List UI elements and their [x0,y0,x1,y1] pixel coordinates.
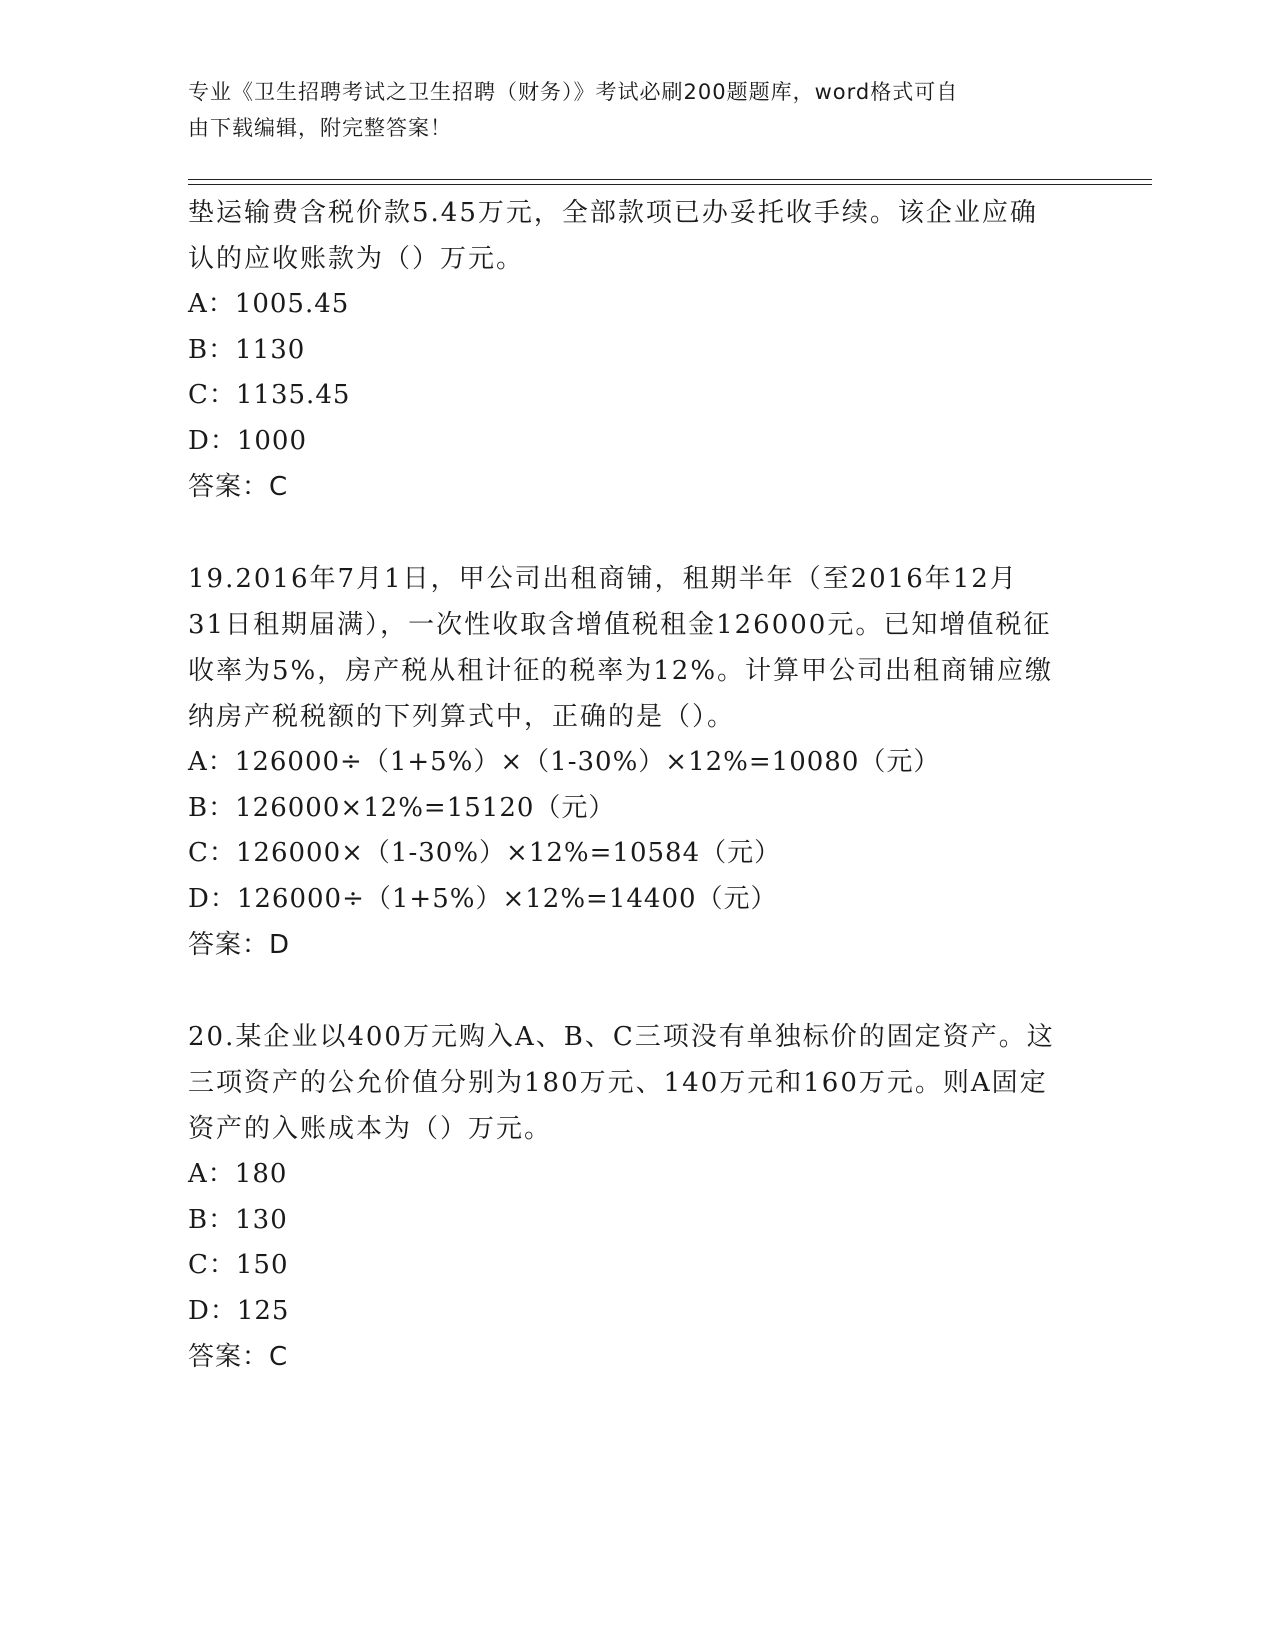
document-header [188,74,1068,146]
option-a: A：180 [188,1159,288,1189]
answer-line: 答案：C [188,1342,289,1372]
header-divider-bottom [188,184,1152,185]
option-c: C：150 [188,1250,289,1280]
answer-line: 答案：D [188,930,291,960]
question-stem-line: 纳房产税税额的下列算式中，正确的是（）。 [188,702,736,732]
question-block [188,1014,1088,1380]
option-d: D：1000 [188,425,308,456]
question-stem-line: 19.2016年7月1日，甲公司出租商铺，租期半年（至2016年12月 [188,564,1018,594]
question-block [188,190,1088,510]
question-block [188,556,1088,968]
question-stem-line: 垫运输费含税价款5.45万元，全部款项已办妥托收手续。该企业应确 [188,198,1038,228]
option-a: A：1005.45 [188,289,350,319]
option-b: B：1130 [188,334,306,365]
answer-line: 答案：C [188,472,289,502]
question-stem-line: 三项资产的公允价值分别为180万元、140万元和160万元。则A固定 [188,1068,1048,1098]
header-divider-top [188,179,1152,180]
option-c: C：126000×（1-30%）×12%=10584（元） [188,838,782,868]
question-stem-line: 认的应收账款为（）万元。 [188,244,525,274]
question-stem-line: 资产的入账成本为（）万元。 [188,1114,553,1144]
header-title-line-2: 由下载编辑，附完整答案！ [188,116,452,140]
question-list [188,190,1088,1380]
option-d: D：126000÷（1+5%）×12%=14400（元） [188,883,778,914]
question-stem-line: 收率为5%，房产税从租计征的税率为12%。计算甲公司出租商铺应缴 [188,656,1054,686]
option-b: B：126000×12%=15120（元） [188,792,616,823]
option-a: A：126000÷（1+5%）×（1-30%）×12%=10080（元） [188,747,941,777]
option-c: C：1135.45 [188,380,351,410]
question-stem-line: 31日租期届满），一次性收取含增值税租金126000元。已知增值税征 [188,610,1052,640]
option-b: B：130 [188,1204,288,1235]
header-title-line-1: 专业《卫生招聘考试之卫生招聘（财务）》考试必刷200题题库，word格式可自 [188,80,959,104]
option-d: D：125 [188,1295,290,1326]
question-stem-line: 20.某企业以400万元购入A、B、C三项没有单独标价的固定资产。这 [188,1022,1055,1052]
